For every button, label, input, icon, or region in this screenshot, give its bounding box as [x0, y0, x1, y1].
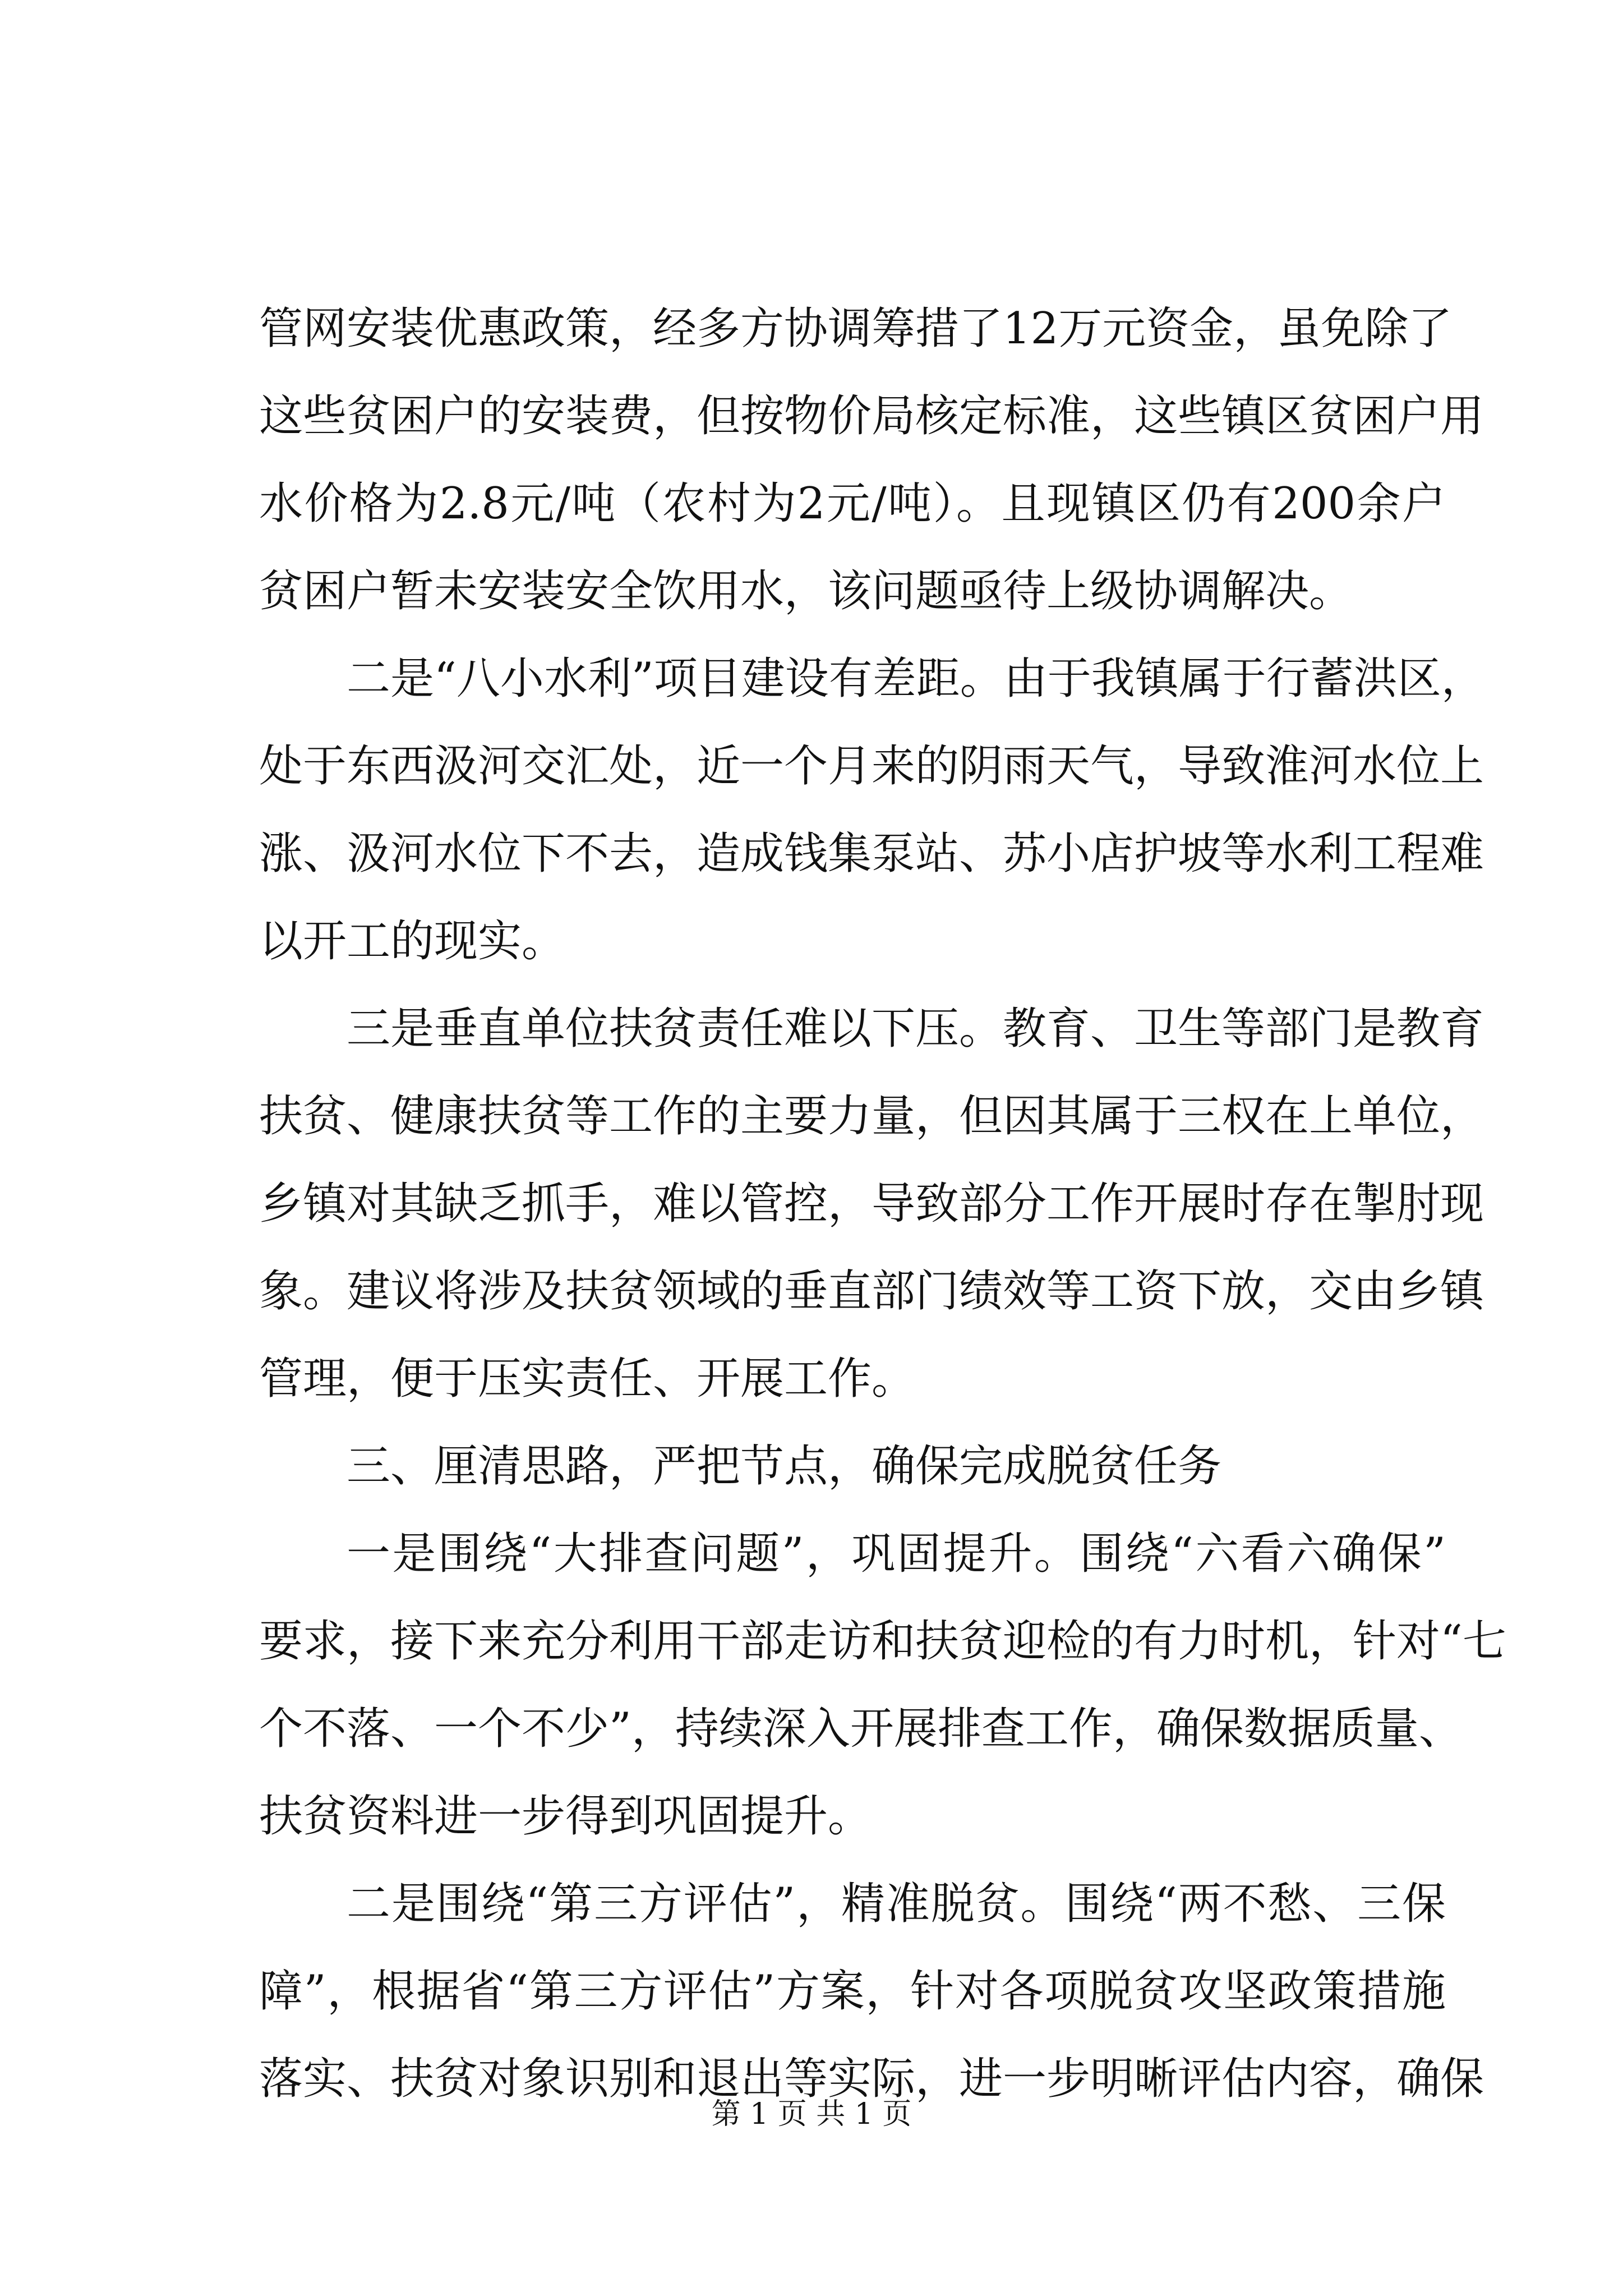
text-line: 水价格为2.8元/吨（农村为2元/吨）。且现镇区仍有200余户 [259, 478, 1446, 529]
text-line: 象。建议将涉及扶贫领域的垂直部门绩效等工资下放，交由乡镇 [259, 1266, 1484, 1317]
text-line: 扶贫资料进一步得到巩固提升。 [259, 1791, 872, 1842]
text-line: 这些贫困户的安装费，但按物价局核定标准，这些镇区贫困户用 [259, 391, 1484, 441]
page-footer: 第 1 页 共 1 页 [711, 2097, 912, 2131]
text-line: 三是垂直单位扶贫责任难以下压。教育、卫生等部门是教育 [347, 1004, 1484, 1054]
text-line: 落实、扶贫对象识别和退出等实际，进一步明晰评估内容，确保 [259, 2054, 1484, 2104]
section-heading: 三、厘清思路，严把节点，确保完成脱贫任务 [347, 1441, 1222, 1492]
text-line: 涨、汲河水位下不去，造成钱集泵站、苏小店护坡等水利工程难 [259, 829, 1484, 879]
text-line: 要求，接下来充分利用干部走访和扶贫迎检的有力时机，针对“七 [259, 1616, 1506, 1667]
document-body [259, 285, 1506, 2123]
text-line: 个不落、一个不少”，持续深入开展排查工作，确保数据质量、 [259, 1704, 1463, 1754]
text-line: 贫困户暂未安装安全饮用水，该问题亟待上级协调解决。 [259, 566, 1353, 616]
text-line: 乡镇对其缺乏抓手，难以管控，导致部分工作开展时存在掣肘现 [259, 1179, 1484, 1229]
text-line: 一是围绕“大排查问题”，巩固提升。围绕“六看六确保” [347, 1529, 1446, 1579]
text-line: 处于东西汲河交汇处，近一个月来的阴雨天气，导致淮河水位上 [259, 741, 1484, 792]
text-line: 管网安装优惠政策，经多方协调筹措了12万元资金，虽免除了 [259, 303, 1453, 354]
text-line: 障”，根据省“第三方评估”方案，针对各项脱贫攻坚政策措施 [259, 1966, 1446, 2017]
text-line: 管理，便于压实责任、开展工作。 [259, 1354, 916, 1404]
text-line: 二是“八小水利”项目建设有差距。由于我镇属于行蓄洪区， [347, 654, 1485, 704]
text-line: 二是围绕“第三方评估”，精准脱贫。围绕“两不愁、三保 [347, 1879, 1446, 1929]
text-line: 扶贫、健康扶贫等工作的主要力量，但因其属于三权在上单位， [259, 1091, 1484, 1142]
text-line: 以开工的现实。 [259, 916, 566, 967]
